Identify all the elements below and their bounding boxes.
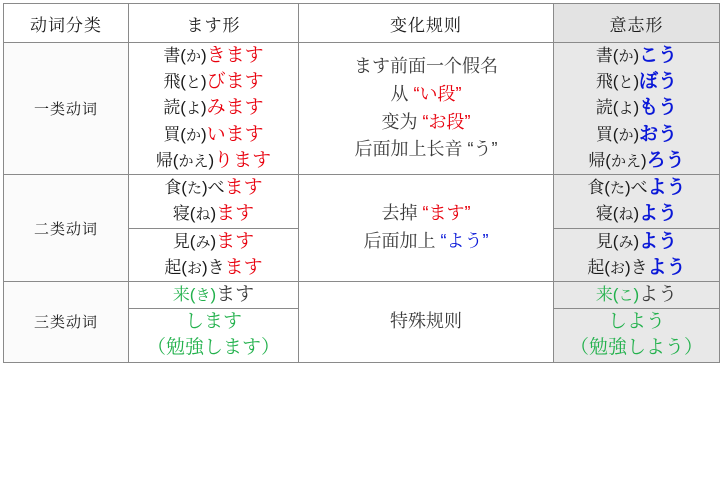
- rule-group3: [299, 281, 554, 362]
- masu-list-group1: [129, 43, 299, 175]
- masu-list-group3-a: [129, 281, 299, 308]
- list-item: 書(か)こう: [595, 45, 678, 66]
- volitional-list-group1: [554, 43, 720, 175]
- rule-line: 去掉 “ます”: [381, 203, 471, 224]
- volitional-list-group3-a: [554, 281, 720, 308]
- list-item: 飛(と)びます: [163, 71, 264, 93]
- header-change-rule: 变化规则: [299, 4, 554, 43]
- list-item: 帰(かえ)ろう: [588, 149, 685, 171]
- list-item: 買(か)います: [163, 123, 264, 145]
- volitional-list-group2-a: [554, 175, 720, 228]
- list-item: （勉強します）: [146, 337, 280, 359]
- list-item: 食(た)べよう: [587, 177, 686, 199]
- table-row-group2-upper: [4, 175, 720, 228]
- list-item: 見(み)よう: [595, 230, 678, 252]
- rule-line: 后面加上长音 “う”: [354, 139, 498, 160]
- rule-group1: [299, 43, 554, 175]
- rule-line: 特殊规则: [390, 310, 462, 331]
- table-header-row: [4, 4, 720, 43]
- list-item: します: [184, 311, 242, 333]
- list-item: 起(お)きます: [164, 256, 263, 278]
- list-item: 見(み)ます: [172, 230, 255, 252]
- header-masu-form: ます形: [129, 4, 299, 43]
- volitional-list-group3-b: [554, 309, 720, 362]
- rule-group2: [299, 175, 554, 282]
- list-item: 食(た)べます: [164, 177, 263, 199]
- volitional-list-group2-b: [554, 228, 720, 281]
- table-row-group1: [4, 43, 720, 175]
- masu-list-group3-b: [129, 309, 299, 362]
- list-item: 読(よ)みます: [163, 97, 264, 119]
- list-item: しよう: [607, 311, 665, 333]
- category-group1: 一类动词: [4, 43, 129, 175]
- header-category: 动词分类: [4, 4, 129, 43]
- list-item: 飛(と)ぼう: [595, 71, 678, 93]
- list-item: 買(か)おう: [595, 123, 678, 145]
- rule-line: ます前面一个假名: [354, 55, 498, 76]
- list-item: 来(き)ます: [172, 283, 255, 305]
- list-item: 寝(ね)ます: [172, 203, 255, 225]
- list-item: 帰(かえ)ります: [155, 149, 272, 171]
- masu-list-group2-b: [129, 228, 299, 281]
- rule-line: 后面加上 “よう”: [363, 231, 489, 252]
- conjugation-table: [3, 3, 720, 363]
- list-item: 読(よ)もう: [595, 97, 678, 119]
- verb-conjugation-chart: [0, 3, 720, 487]
- category-group3: 三类动词: [4, 281, 129, 362]
- list-item: 寝(ね)よう: [595, 203, 678, 225]
- rule-line: 变为 “お段”: [381, 111, 471, 132]
- table-row-group3-upper: [4, 281, 720, 308]
- masu-list-group2-a: [129, 175, 299, 228]
- rule-line: 从 “い段”: [390, 83, 462, 104]
- list-item: 書(か)きます: [163, 45, 264, 66]
- header-volitional-form: 意志形: [554, 4, 720, 43]
- category-group2: 二类动词: [4, 175, 129, 282]
- list-item: 来(こ)よう: [595, 283, 678, 305]
- list-item: 起(お)きよう: [587, 256, 686, 278]
- list-item: （勉強しよう）: [569, 337, 703, 359]
